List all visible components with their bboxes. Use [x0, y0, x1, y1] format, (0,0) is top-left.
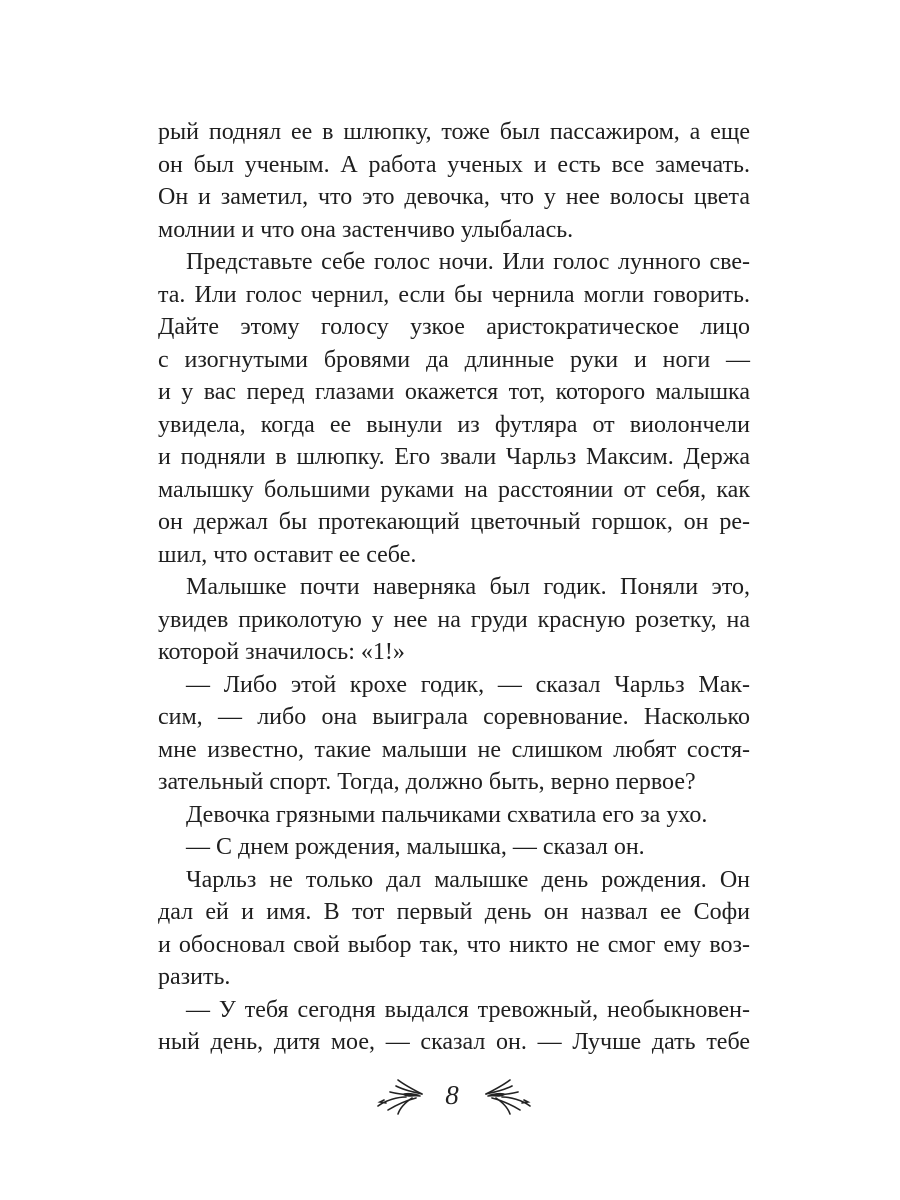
- text-line: увидев приколотую у нее на груди красную розетку, на: [158, 606, 750, 633]
- text-line: — С днем рождения, малышка, — сказал он.: [186, 834, 645, 860]
- page-footer: [0, 1072, 900, 1132]
- text-line: Малышке почти наверняка был годик. Поняли это,: [186, 574, 750, 600]
- text-line: он был ученым. А работа ученых и есть все замечать.: [158, 151, 750, 178]
- text-line: — У тебя сегодня выдался тревожный, необыкновен-: [186, 996, 750, 1023]
- text-line: он держал бы протекающий цветочный горшок, он ре-: [158, 509, 750, 535]
- text-line: мне известно, такие малыши не слишком любят состя-: [158, 736, 750, 763]
- text-line: рый поднял ее в шлюпку, тоже был пассажиром, а еще: [158, 119, 750, 145]
- page-body: [158, 116, 750, 1059]
- text-line: Он и заметил, что это девочка, что у нее волосы цвета: [158, 184, 750, 210]
- text-line: молнии и что она застенчиво улыбалась.: [158, 216, 574, 243]
- swallow-ornament-right-icon: [484, 1076, 532, 1116]
- text-line: малышку большими руками на расстоянии от себя, как: [158, 476, 750, 503]
- text-line: Чарльз не только дал малышке день рождения. Он: [186, 866, 750, 893]
- text-line: шил, что оставит ее себе.: [158, 541, 417, 568]
- text-line: Девочка грязными пальчиками схватила его за ухо.: [186, 801, 708, 828]
- text-line: Дайте этому голосу узкое аристократическое лицо: [158, 314, 750, 340]
- text-line: дал ей и имя. В тот первый день он назвал ее Софи: [158, 899, 750, 925]
- text-line: и обосновал свой выбор так, что никто не смог ему воз-: [158, 931, 750, 958]
- text-line: разить.: [158, 964, 231, 990]
- text-line: зательный спорт. Тогда, должно быть, верно первое?: [158, 769, 696, 795]
- text-line: которой значилось: «1!»: [158, 639, 405, 665]
- text-line: Представьте себе голос ночи. Или голос лунного све-: [186, 249, 750, 275]
- text-line: с изогнутыми бровями да длинные руки и ноги —: [158, 346, 750, 373]
- page-number: 8: [445, 1080, 459, 1110]
- text-line: та. Или голос чернил, если бы чернила могли говорить.: [158, 281, 750, 308]
- text-line: и у вас перед глазами окажется тот, которого малышка: [158, 379, 750, 405]
- text-line: сим, — либо она выиграла соревнование. Насколько: [158, 704, 750, 730]
- text-line: увидела, когда ее вынули из футляра от виолончели: [158, 411, 750, 438]
- swallow-ornament-left-icon: [376, 1076, 424, 1116]
- text-line: ный день, дитя мое, — сказал он. — Лучше дать тебе: [158, 1029, 750, 1055]
- text-line: и подняли в шлюпку. Его звали Чарльз Максим. Держа: [158, 444, 750, 470]
- text-line: — Либо этой крохе годик, — сказал Чарльз Мак-: [186, 671, 750, 698]
